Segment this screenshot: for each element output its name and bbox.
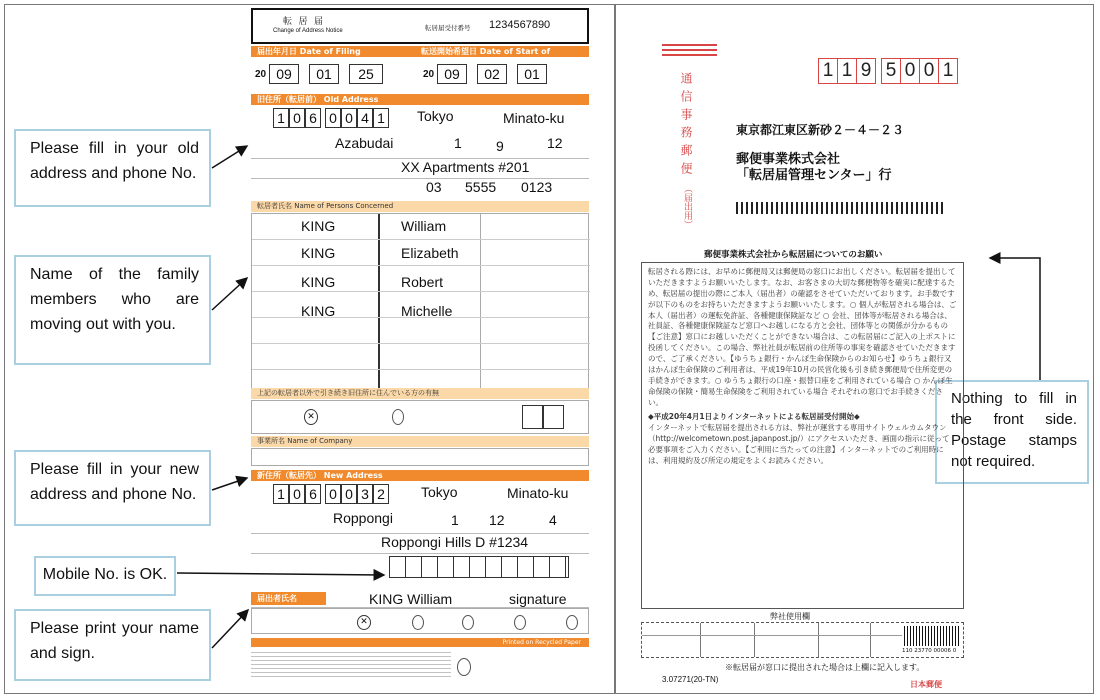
zip-digit: 0 <box>325 484 341 504</box>
zip-digit: 0 <box>341 108 357 128</box>
callout-print-name: Please print your name and sign. <box>14 609 211 681</box>
zip-digit: 3 <box>357 484 373 504</box>
circle-mark: ✕ <box>357 615 371 630</box>
old-building: XX Apartments #201 <box>401 159 530 175</box>
form-code: 3.07271(20-TN) <box>662 675 719 684</box>
old-prefecture: Tokyo <box>417 108 454 124</box>
family-first-name: Robert <box>401 274 444 290</box>
new-prefecture: Tokyo <box>421 484 458 500</box>
reception-number: 1234567890 <box>489 19 551 31</box>
arrow-new-address <box>212 478 247 490</box>
internet-title: ◆平成20年4月1日よりインターネットによる転居届受付開始◆ <box>648 412 860 422</box>
circle-mark: ✕ <box>304 409 318 425</box>
filing-yy: 09 <box>269 64 299 84</box>
old-ban: 9 <box>496 138 504 154</box>
filing-mm: 01 <box>309 64 339 84</box>
notice-body: 転居される際には、お早めに郵便局又は郵便局の窓口にお出しください。転居届を提出していただきますようお願いいたします。なお、お客さまの大切な郵便物等を確実に配達するため、転居届の提出の際にご本人（届出者）の確認をさせていただいております。お手数ですが以下のものをお持ちいただきますようお願いいたします。○ 個人が転居される場合は、ご本人（届出者）の運転免許証、各種健康保険証など ○ 会社、団体等が転居される場合は、社員証、各種健康保険証など窓口へお越しになる方と会社、団体等との関係が分かるもの 【ご注意】窓口にお越しいただくことができない場合は、この転居届にご記入の上ポストに投函してください。この場合、弊社社員が転居前の住所等の事実を確認させていただきますので、ご了承ください。【ゆうちょ銀行・かんぽ生命保険からのお知らせ】ゆうちょ銀行又はかんぽ生命保険のご利用者は、平成19年10月の民営化後も引き続き郵便局で住所変更の手続きができます。○ ゆうちょ銀行の口座・振替口座をご利用されている場合 ○ かんぽ生命保険の保険・簡易生命保険をご利用されている場合 それぞれの窓口でお手続きください。 <box>648 267 957 407</box>
zip-digit: 4 <box>357 108 373 128</box>
family-first-name: William <box>401 218 447 234</box>
new-ban: 12 <box>489 512 505 528</box>
zip-digit: 1 <box>373 108 389 128</box>
zip-digit: 1 <box>273 108 289 128</box>
new-town: Roppongi <box>333 510 393 526</box>
start-yy: 09 <box>437 64 467 84</box>
office-footer: ※転居届が窓口に提出された場合は上欄に記入します。 <box>725 663 925 672</box>
old-chome: 1 <box>454 135 462 151</box>
filing-year-prefix: 20 <box>255 69 267 80</box>
postcard-center: 「転居届管理センター」行 <box>736 167 892 182</box>
postcard-zip-digit: 5 <box>881 58 901 84</box>
arrow-old-address <box>212 146 247 168</box>
office-use-label: 弊社使用欄 <box>770 612 810 621</box>
old-city: Minato-ku <box>503 110 565 126</box>
arrow-front-side <box>990 258 1040 380</box>
zip-digit: 0 <box>289 484 305 504</box>
callout-new-address: Please fill in your new address and phone No. <box>14 450 211 526</box>
start-mm: 02 <box>477 64 507 84</box>
date-filing-label: 届出年月日 Date of Filing <box>257 47 361 56</box>
vertical-label: 通信事務郵便 <box>679 72 693 180</box>
family-last-name: KING <box>301 303 336 319</box>
start-year-prefix: 20 <box>423 69 435 80</box>
postcard-zip-digit: 1 <box>938 58 958 84</box>
footer-bar: Printed on Recycled Paper <box>251 638 589 647</box>
arrow-print-name <box>212 610 248 648</box>
new-chome: 1 <box>451 512 459 528</box>
family-first-name: Michelle <box>401 303 453 319</box>
reception-label: 転居届受付番号 <box>425 25 471 32</box>
family-bar: 転居者氏名 Name of Persons Concerned <box>251 201 589 212</box>
start-dd: 01 <box>517 64 547 84</box>
new-address-bar: 新住所（転居先） New Address <box>251 470 589 481</box>
postcard-zip-digit: 9 <box>856 58 876 84</box>
zip-digit: 6 <box>305 108 321 128</box>
postcard-zip-digit: 0 <box>919 58 939 84</box>
signer-bar: 届出者氏名 <box>251 592 326 605</box>
form-title-en: Change of Address Notice <box>273 28 343 34</box>
callout-mobile: Mobile No. is OK. <box>34 556 176 596</box>
vertical-sub: （届出用） <box>682 184 692 229</box>
signature: signature <box>509 591 567 607</box>
old-go: 12 <box>547 135 563 151</box>
zip-digit: 6 <box>305 484 321 504</box>
callout-front-side: Nothing to fill in the front side. Postage stamps not required. <box>935 380 1089 484</box>
zip-digit: 1 <box>273 484 289 504</box>
family-last-name: KING <box>301 218 336 234</box>
barcode-number: 110 23770 00006 0 <box>902 648 957 654</box>
postcard-address: 東京都江東区新砂２－４－２３ <box>736 123 905 137</box>
postcard-company: 郵便事業株式会社 <box>736 151 841 166</box>
form-title-jp: 転 居 届 <box>283 16 326 26</box>
postcard-zip-digit: 1 <box>837 58 857 84</box>
postcard-zip-digit: 1 <box>818 58 838 84</box>
old-address-bar: 旧住所（転居前） Old Address <box>251 94 589 105</box>
new-building: Roppongi Hills D #1234 <box>381 534 529 550</box>
zip-digit: 0 <box>341 484 357 504</box>
new-city: Minato-ku <box>507 485 569 501</box>
notice-title: 郵便事業株式会社から転居届についてのお願い <box>704 249 883 259</box>
arrow-family <box>212 278 247 310</box>
family-last-name: KING <box>301 274 336 290</box>
company-bar: 事業所名 Name of Company <box>251 436 589 447</box>
old-phone-line: 0123 <box>521 179 553 195</box>
old-phone-exchange: 5555 <box>465 179 497 195</box>
new-go: 4 <box>549 512 557 528</box>
zip-digit: 0 <box>325 108 341 128</box>
callout-family-members: Name of the family members who are moving out with you. <box>14 255 211 365</box>
internet-body: インターネットで転居届を提出される方は、弊社が運営する専用サイトウェルカムタウン（http://welcometown.post.japanpost.jp/）にアクセスいただき、画面の指示に従って必要事項をご入力ください。【ご利用に当たっての注意】インターネットでのご利用時には、利用規約及び所定の規定をよくお読みください。 <box>648 423 950 465</box>
japan-post-logo: 日本郵便 <box>910 680 942 689</box>
date-start-label: 転送開始希望日 Date of Start of Transfer <box>421 47 551 67</box>
zip-digit: 0 <box>289 108 305 128</box>
family-last-name: KING <box>301 245 336 261</box>
filing-dd: 25 <box>349 64 383 84</box>
callout-old-address: Please fill in your old address and phone No. <box>14 129 211 207</box>
family-first-name: Elizabeth <box>401 245 459 261</box>
old-town: Azabudai <box>335 135 394 151</box>
signer-name: KING William <box>369 591 453 607</box>
postcard-zip-digit: 0 <box>900 58 920 84</box>
arrow-mobile <box>177 573 384 575</box>
old-phone-area: 03 <box>426 179 442 195</box>
zip-digit: 2 <box>373 484 389 504</box>
residents-bar: 上記の転居者以外で引き続き旧住所に住んでいる方の有無 <box>251 388 589 399</box>
